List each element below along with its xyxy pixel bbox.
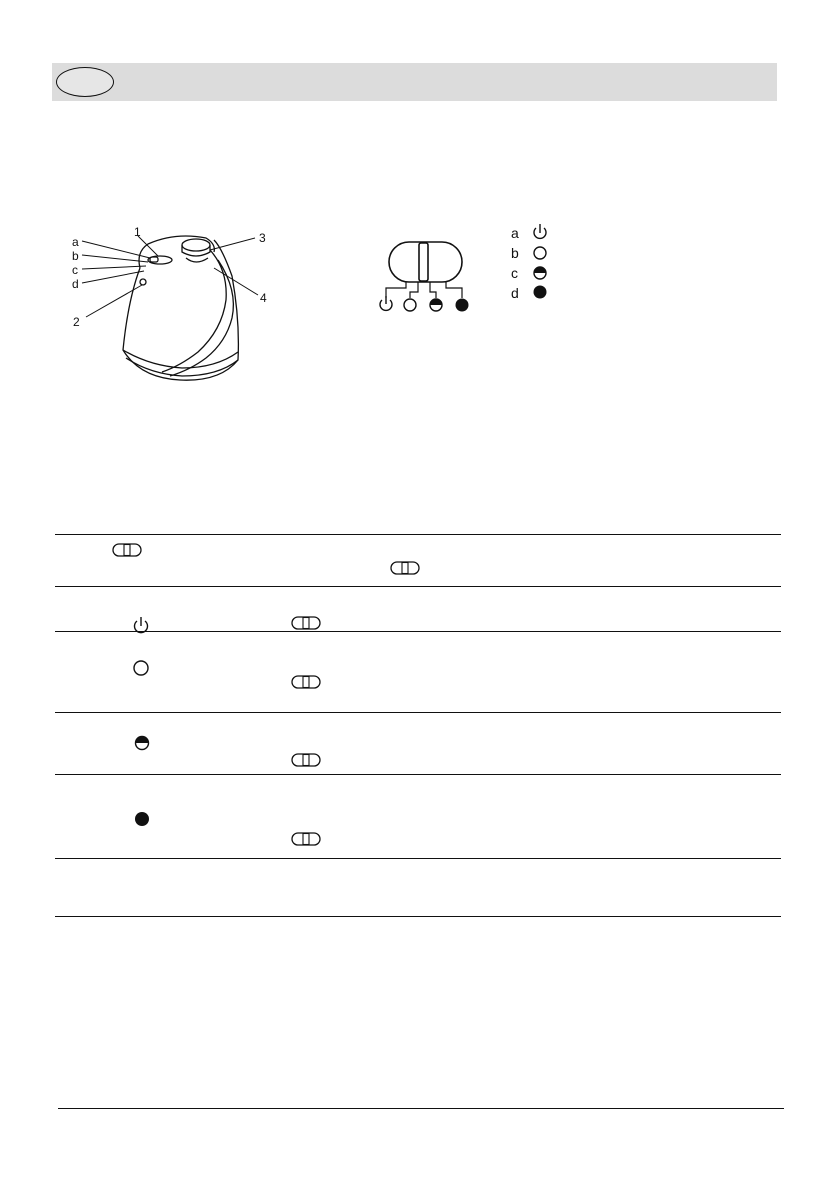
product-drawing	[123, 236, 238, 380]
label-4: 4	[260, 291, 267, 305]
label-a: a	[72, 235, 79, 249]
label-d: d	[72, 277, 79, 291]
legend-power-icon	[534, 224, 546, 238]
switch-diagram	[386, 242, 462, 298]
table-rule	[55, 858, 781, 859]
legend-circle-empty-icon	[534, 247, 546, 259]
circle-half-icon	[133, 734, 151, 752]
power-icon	[132, 615, 150, 635]
circle-empty-icon	[132, 659, 150, 677]
switch-icon	[112, 543, 142, 557]
switch-circle-empty-icon	[404, 299, 416, 311]
label-3: 3	[259, 231, 266, 245]
label-b: b	[72, 249, 79, 263]
product-illustration	[0, 0, 840, 420]
table-rule	[55, 712, 781, 713]
legend-letter-c: c	[511, 265, 518, 281]
legend-circle-half-icon	[534, 267, 546, 279]
switch-icon	[291, 675, 321, 689]
switch-icon	[291, 832, 321, 846]
label-2: 2	[73, 315, 80, 329]
table-rule	[55, 586, 781, 587]
switch-icon	[390, 561, 420, 575]
legend-letter-d: d	[511, 285, 519, 301]
label-c: c	[72, 263, 78, 277]
switch-circle-full-icon	[456, 299, 469, 312]
table-rule	[55, 631, 781, 632]
circle-full-icon	[133, 810, 151, 828]
switch-power-icon	[380, 296, 392, 310]
label-1: 1	[134, 225, 141, 239]
table-rule	[55, 774, 781, 775]
legend-letter-a: a	[511, 225, 519, 241]
switch-icon	[291, 753, 321, 767]
switch-icon	[291, 616, 321, 630]
switch-circle-half-icon	[430, 299, 442, 311]
legend-letter-b: b	[511, 245, 519, 261]
footer-rule	[58, 1108, 784, 1109]
table-rule	[55, 916, 781, 917]
table-rule	[55, 534, 781, 535]
legend-circle-full-icon	[534, 286, 547, 299]
